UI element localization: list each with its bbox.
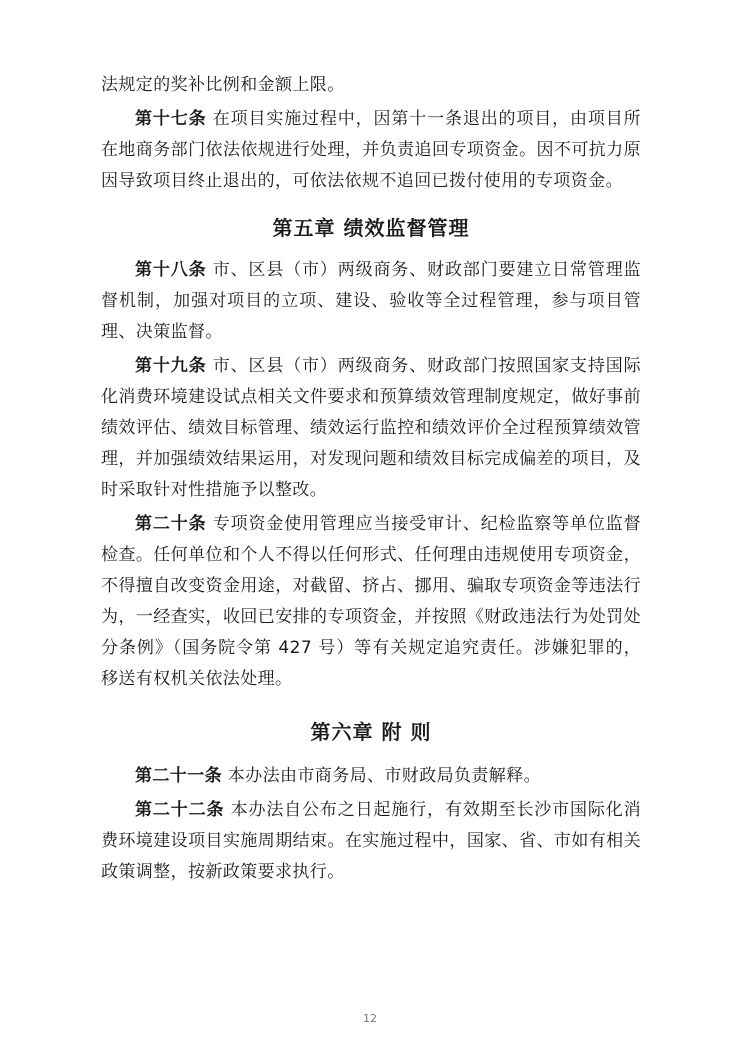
article-19 <box>101 351 641 506</box>
article-17 <box>101 104 641 197</box>
article-number: 第二十二条 <box>135 800 225 820</box>
paragraph-continued <box>101 70 641 101</box>
article-text: 专项资金使用管理应当接受审计、纪检监察等单位监督检查。任何单位和个人不得以任何形式、任何理由违规使用专项资金，不得擅自改变资金用途，对截留、挤占、挪用、骗取专项资金等违法行为，一经查实，收回已安排的专项资金，并按照《财政违法行为处罚处分条例》（国务院令第 427 号）等有关规定追究责任。涉嫌犯罪的，移送有权机关依法处理。 <box>101 514 642 689</box>
chapter-heading: 第六章 附 则 <box>310 720 432 744</box>
article-21 <box>101 761 641 792</box>
paragraph-text: 法规定的奖补比例和金额上限。 <box>101 75 345 95</box>
article-number: 第十七条 <box>135 109 207 129</box>
document-body <box>101 70 641 888</box>
article-22 <box>101 795 641 888</box>
article-number: 第二十一条 <box>135 766 222 786</box>
article-18 <box>101 255 641 348</box>
article-text: 市、区县（市）两级商务、财政部门按照国家支持国际化消费环境建设试点相关文件要求和预算绩效管理制度规定，做好事前绩效评估、绩效目标管理、绩效运行监控和绩效评价全过程预算绩效管理，并加强绩效结果运用，对发现问题和绩效目标完成偏差的项目，及时采取针对性措施予以整改。 <box>101 356 642 500</box>
article-number: 第二十条 <box>135 514 207 534</box>
article-number: 第十八条 <box>135 260 207 280</box>
article-number: 第十九条 <box>135 356 207 376</box>
article-text: 本办法自公布之日起施行，有效期至长沙市国际化消费环境建设项目实施周期结束。在实施过程中，国家、省、市如有相关政策调整，按新政策要求执行。 <box>101 800 641 882</box>
chapter-heading: 第五章 绩效监督管理 <box>272 216 470 240</box>
article-text: 市、区县（市）两级商务、财政部门要建立日常管理监督机制，加强对项目的立项、建设、验收等全过程管理，参与项目管理、决策监督。 <box>101 260 642 342</box>
article-text: 在项目实施过程中，因第十一条退出的项目，由项目所在地商务部门依法依规进行处理，并负责追回专项资金。因不可抗力原因导致项目终止退出的，可依法依规不追回已拨付使用的专项资金。 <box>101 109 642 191</box>
article-text: 本办法由市商务局、市财政局负责解释。 <box>222 766 542 786</box>
article-20 <box>101 509 641 695</box>
page-number: 12 <box>363 1012 377 1025</box>
